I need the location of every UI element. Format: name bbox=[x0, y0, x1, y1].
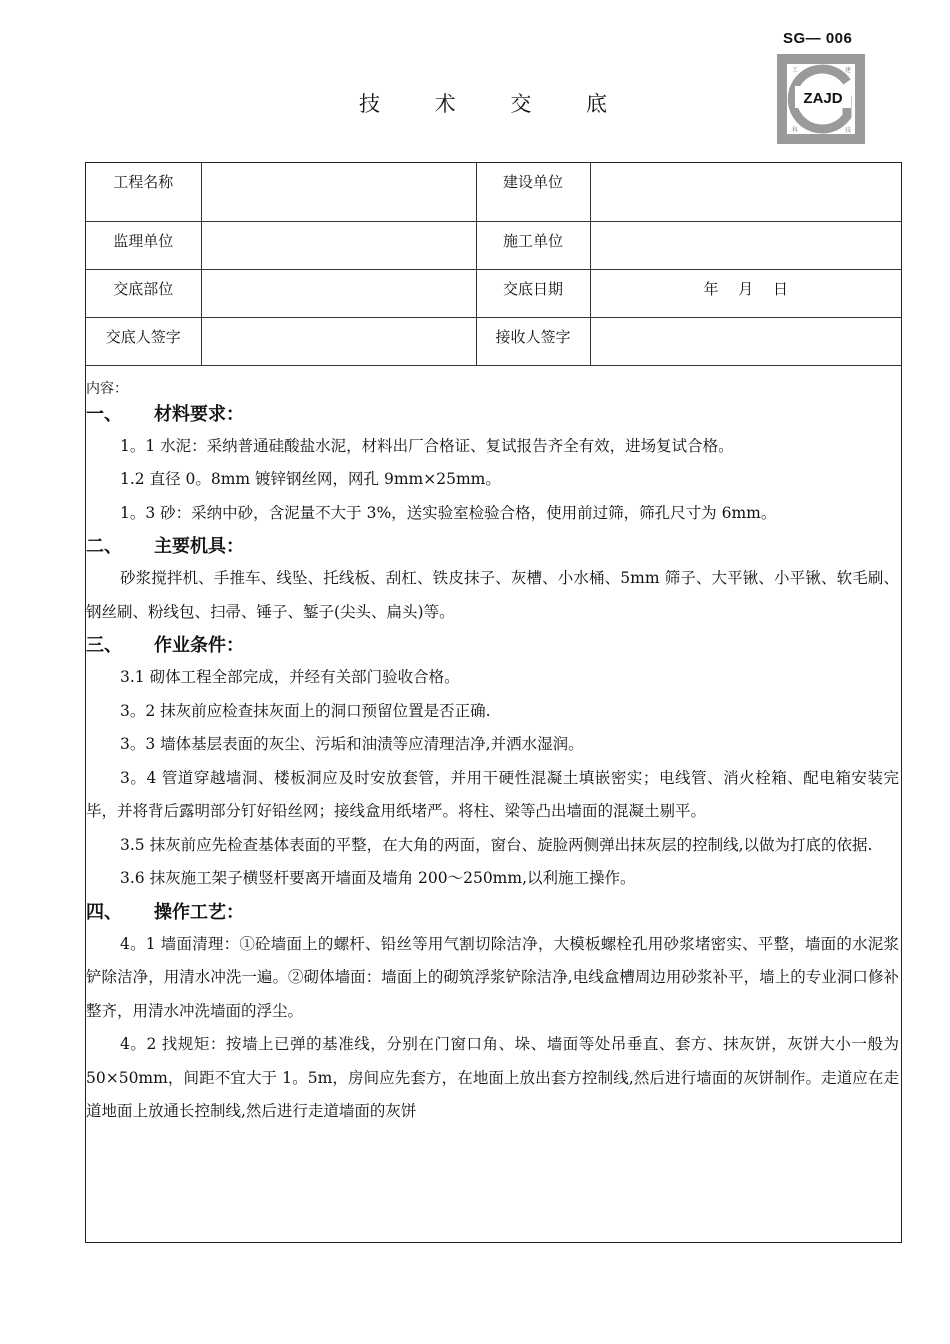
label-owner-unit: 建设单位 bbox=[476, 163, 590, 221]
paragraph: 1.2 直径 0。8mm 镀锌钢丝网，网孔 9mm×25mm。 bbox=[120, 470, 501, 488]
logo-corner-char: 科 bbox=[792, 127, 799, 134]
form-code: SG— 006 bbox=[783, 30, 853, 47]
section-title: 主要机具： bbox=[154, 536, 244, 557]
paragraph: 3.1 砌体工程全部完成，并经有关部门验收合格。 bbox=[120, 668, 460, 686]
table-row bbox=[86, 317, 901, 365]
field-receiver-signature[interactable] bbox=[590, 317, 901, 365]
paragraph: 1。1 水泥：采纳普通硅酸盐水泥，材料出厂合格证、复试报告齐全有效，进场复试合格。 bbox=[120, 436, 734, 455]
paragraph: 4。2 找规矩：按墙上已弹的基准线，分别在门窗口角、垛、墙面等处吊垂直、套方、抹灰饼，灰饼大小一般为 50×50mm，间距不宜大于 1。5m，房间应先套方，在地面上放出套方控制线,然后进行墙面的灰饼制作。走道应在走道地面上放通长控制线,然后进行走道墙面的灰饼 bbox=[86, 1035, 899, 1120]
paragraph: 4。1 墙面清理：①砼墙面上的螺杆、铅丝等用气割切除洁净，大模板螺栓孔用砂浆堵密实、平整，墙面的水泥浆铲除洁净，用清水冲洗一遍。②砌体墙面：墙面上的砌筑浮浆铲除洁净,电线盒槽周边用砂浆补平，墙上的专业洞口修补整齐，用清水冲洗墙面的浮尘。 bbox=[86, 934, 899, 1020]
paragraph: 3。3 墙体基层表面的灰尘、污垢和油渍等应清理洁净,并洒水湿润。 bbox=[120, 735, 584, 753]
paragraph: 1。3 砂：采纳中砂，含泥量不大于 3%，送实验室检验合格，使用前过筛，筛孔尺寸为 6mm。 bbox=[120, 503, 777, 522]
section-heading bbox=[86, 633, 901, 659]
content-label: 内容： bbox=[86, 380, 128, 397]
section-number: 一、 bbox=[86, 403, 122, 425]
label-briefing-location: 交底部位 bbox=[86, 269, 201, 317]
section-heading bbox=[86, 534, 901, 560]
table-row bbox=[86, 221, 901, 269]
field-briefing-date[interactable]: 年 月 日 bbox=[590, 269, 901, 317]
logo-corner-char: 工 bbox=[792, 67, 799, 74]
field-supervision-unit[interactable] bbox=[201, 221, 476, 269]
label-project-name: 工程名称 bbox=[86, 163, 201, 221]
section-number: 二、 bbox=[86, 536, 122, 557]
paragraph: 3.5 抹灰前应先检查基体表面的平整，在大角的两面，窗台、旋脸两侧弹出抹灰层的控制线,以做为打底的依据. bbox=[120, 835, 873, 854]
section-number: 三、 bbox=[86, 635, 122, 656]
section-heading bbox=[86, 900, 901, 926]
field-project-name[interactable] bbox=[201, 163, 476, 221]
label-construction-unit: 施工单位 bbox=[476, 221, 590, 269]
section-title: 材料要求： bbox=[154, 403, 244, 425]
document-frame bbox=[85, 162, 902, 1243]
info-table bbox=[86, 163, 901, 366]
label-briefer-signature: 交底人签字 bbox=[86, 317, 201, 365]
label-receiver-signature: 接收人签字 bbox=[476, 317, 590, 365]
table-row bbox=[86, 269, 901, 317]
document-title: 技 术 交 底 bbox=[358, 92, 632, 116]
logo-text: ZAJD bbox=[803, 90, 843, 107]
label-supervision-unit: 监理单位 bbox=[86, 221, 201, 269]
paragraph: 3.6 抹灰施工架子横竖杆要离开墙面及墙角 200～250mm,以利施工操作。 bbox=[120, 869, 636, 887]
paragraph: 砂浆搅拌机、手推车、线坠、托线板、刮杠、铁皮抹子、灰槽、小水桶、5mm 筛子、大平锹、小平锹、软毛刷、钢丝刷、粉线包、扫帚、锤子、錾子(尖头、扁头)等。 bbox=[86, 569, 899, 621]
label-briefing-date: 交底日期 bbox=[476, 269, 590, 317]
section-title: 作业条件： bbox=[154, 635, 244, 656]
section-title: 操作工艺： bbox=[154, 901, 244, 923]
section-number: 四、 bbox=[86, 901, 122, 923]
content-body bbox=[86, 378, 901, 1129]
field-owner-unit[interactable] bbox=[590, 163, 901, 221]
section-heading bbox=[86, 402, 901, 428]
table-row bbox=[86, 163, 901, 221]
logo-corner-char: 技 bbox=[845, 127, 852, 134]
field-briefing-location[interactable] bbox=[201, 269, 476, 317]
logo-corner-char: 建 bbox=[845, 67, 852, 74]
paragraph: 3。4 管道穿越墙洞、楼板洞应及时安放套管，并用干硬性混凝土填嵌密实；电线管、消火栓箱、配电箱安装完毕，并将背后露明部分钉好铅丝网；接线盒用纸堵严。将柱、梁等凸出墙面的混凝土剔平。 bbox=[86, 768, 899, 820]
paragraph: 3。2 抹灰前应检查抹灰面上的洞口预留位置是否正确. bbox=[120, 701, 491, 720]
field-construction-unit[interactable] bbox=[590, 221, 901, 269]
field-briefer-signature[interactable] bbox=[201, 317, 476, 365]
